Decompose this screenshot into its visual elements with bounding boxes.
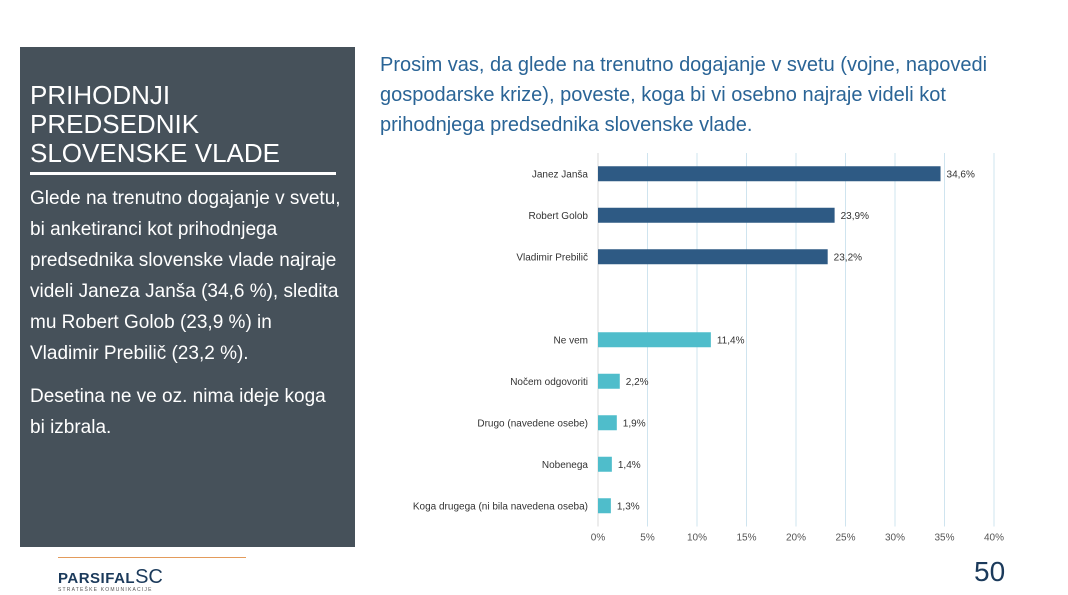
- bar-chart: [390, 148, 1030, 553]
- logo-wordmark: [58, 566, 163, 589]
- panel-title-line2: PREDSEDNIK: [30, 109, 200, 139]
- panel-title-line1: PRIHODNJI: [30, 80, 171, 110]
- bar: [598, 166, 941, 181]
- bar: [598, 374, 620, 389]
- x-tick-label: 25%: [835, 532, 856, 544]
- panel-title-line3: SLOVENSKE VLADE: [30, 138, 280, 168]
- bar: [598, 208, 835, 223]
- category-label: Robert Golob: [528, 210, 588, 222]
- bar: [598, 457, 612, 472]
- x-tick-label: 20%: [785, 532, 807, 544]
- parsifal-logo: [58, 566, 163, 593]
- data-label: 11,4%: [716, 335, 745, 347]
- data-label: 1,4%: [617, 459, 641, 471]
- logo-main-text: PARSIFAL: [58, 570, 136, 587]
- bar: [598, 415, 617, 430]
- bar: [598, 249, 828, 264]
- data-label: 23,2%: [833, 252, 863, 264]
- x-tick-label: 5%: [640, 532, 655, 544]
- bar: [598, 332, 711, 347]
- bar: [598, 498, 611, 513]
- data-label: 1,9%: [622, 418, 646, 430]
- category-label: Koga drugega (ni bila navedena oseba): [412, 501, 588, 513]
- x-tick-label: 15%: [736, 532, 757, 544]
- logo-tagline: STRATEŠKE KOMUNIKACIJE: [58, 587, 153, 593]
- data-label: 2,2%: [625, 376, 649, 388]
- summary-paragraph-1: Glede na trenutno dogajanje v svetu, bi anketiranci kot prihodnjega predsednika slovenske vlade najraje videli Janeza Janša (34,6 %), sledita mu Robert Golob (23,9 %) in Vladimir Prebilič (23,2 %).: [30, 188, 341, 364]
- x-tick-label: 10%: [686, 532, 708, 544]
- category-label: Vladimir Prebilič: [516, 252, 588, 264]
- data-label: 23,9%: [840, 210, 869, 222]
- panel-title: [30, 81, 336, 175]
- survey-question: Prosim vas, da glede na trenutno dogajanje v svetu (vojne, napovedi gospodarske krize), poveste, koga bi vi osebno najraje videli kot prihodnjega predsednika slovenske vlade.: [380, 54, 988, 136]
- x-tick-label: 40%: [983, 532, 1005, 544]
- category-label: Nobenega: [541, 459, 588, 471]
- logo-sc-text: SC: [135, 566, 163, 588]
- category-label: Drugo (navedene osebe): [477, 418, 588, 430]
- x-tick-label: 35%: [934, 532, 955, 544]
- category-label: Ne vem: [553, 335, 588, 347]
- summary-panel: [20, 47, 355, 547]
- x-tick-label: 30%: [884, 532, 906, 544]
- summary-paragraph-2: Desetina ne ve oz. nima ideje koga bi izbrala.: [30, 386, 326, 438]
- category-label: Nočem odgovoriti: [510, 376, 588, 388]
- page-number: 50: [974, 556, 1006, 587]
- data-label: 1,3%: [616, 501, 640, 513]
- data-label: 34,6%: [946, 169, 975, 181]
- x-tick-label: 0%: [590, 532, 606, 544]
- category-label: Janez Janša: [531, 169, 588, 181]
- footer-divider: [58, 557, 246, 558]
